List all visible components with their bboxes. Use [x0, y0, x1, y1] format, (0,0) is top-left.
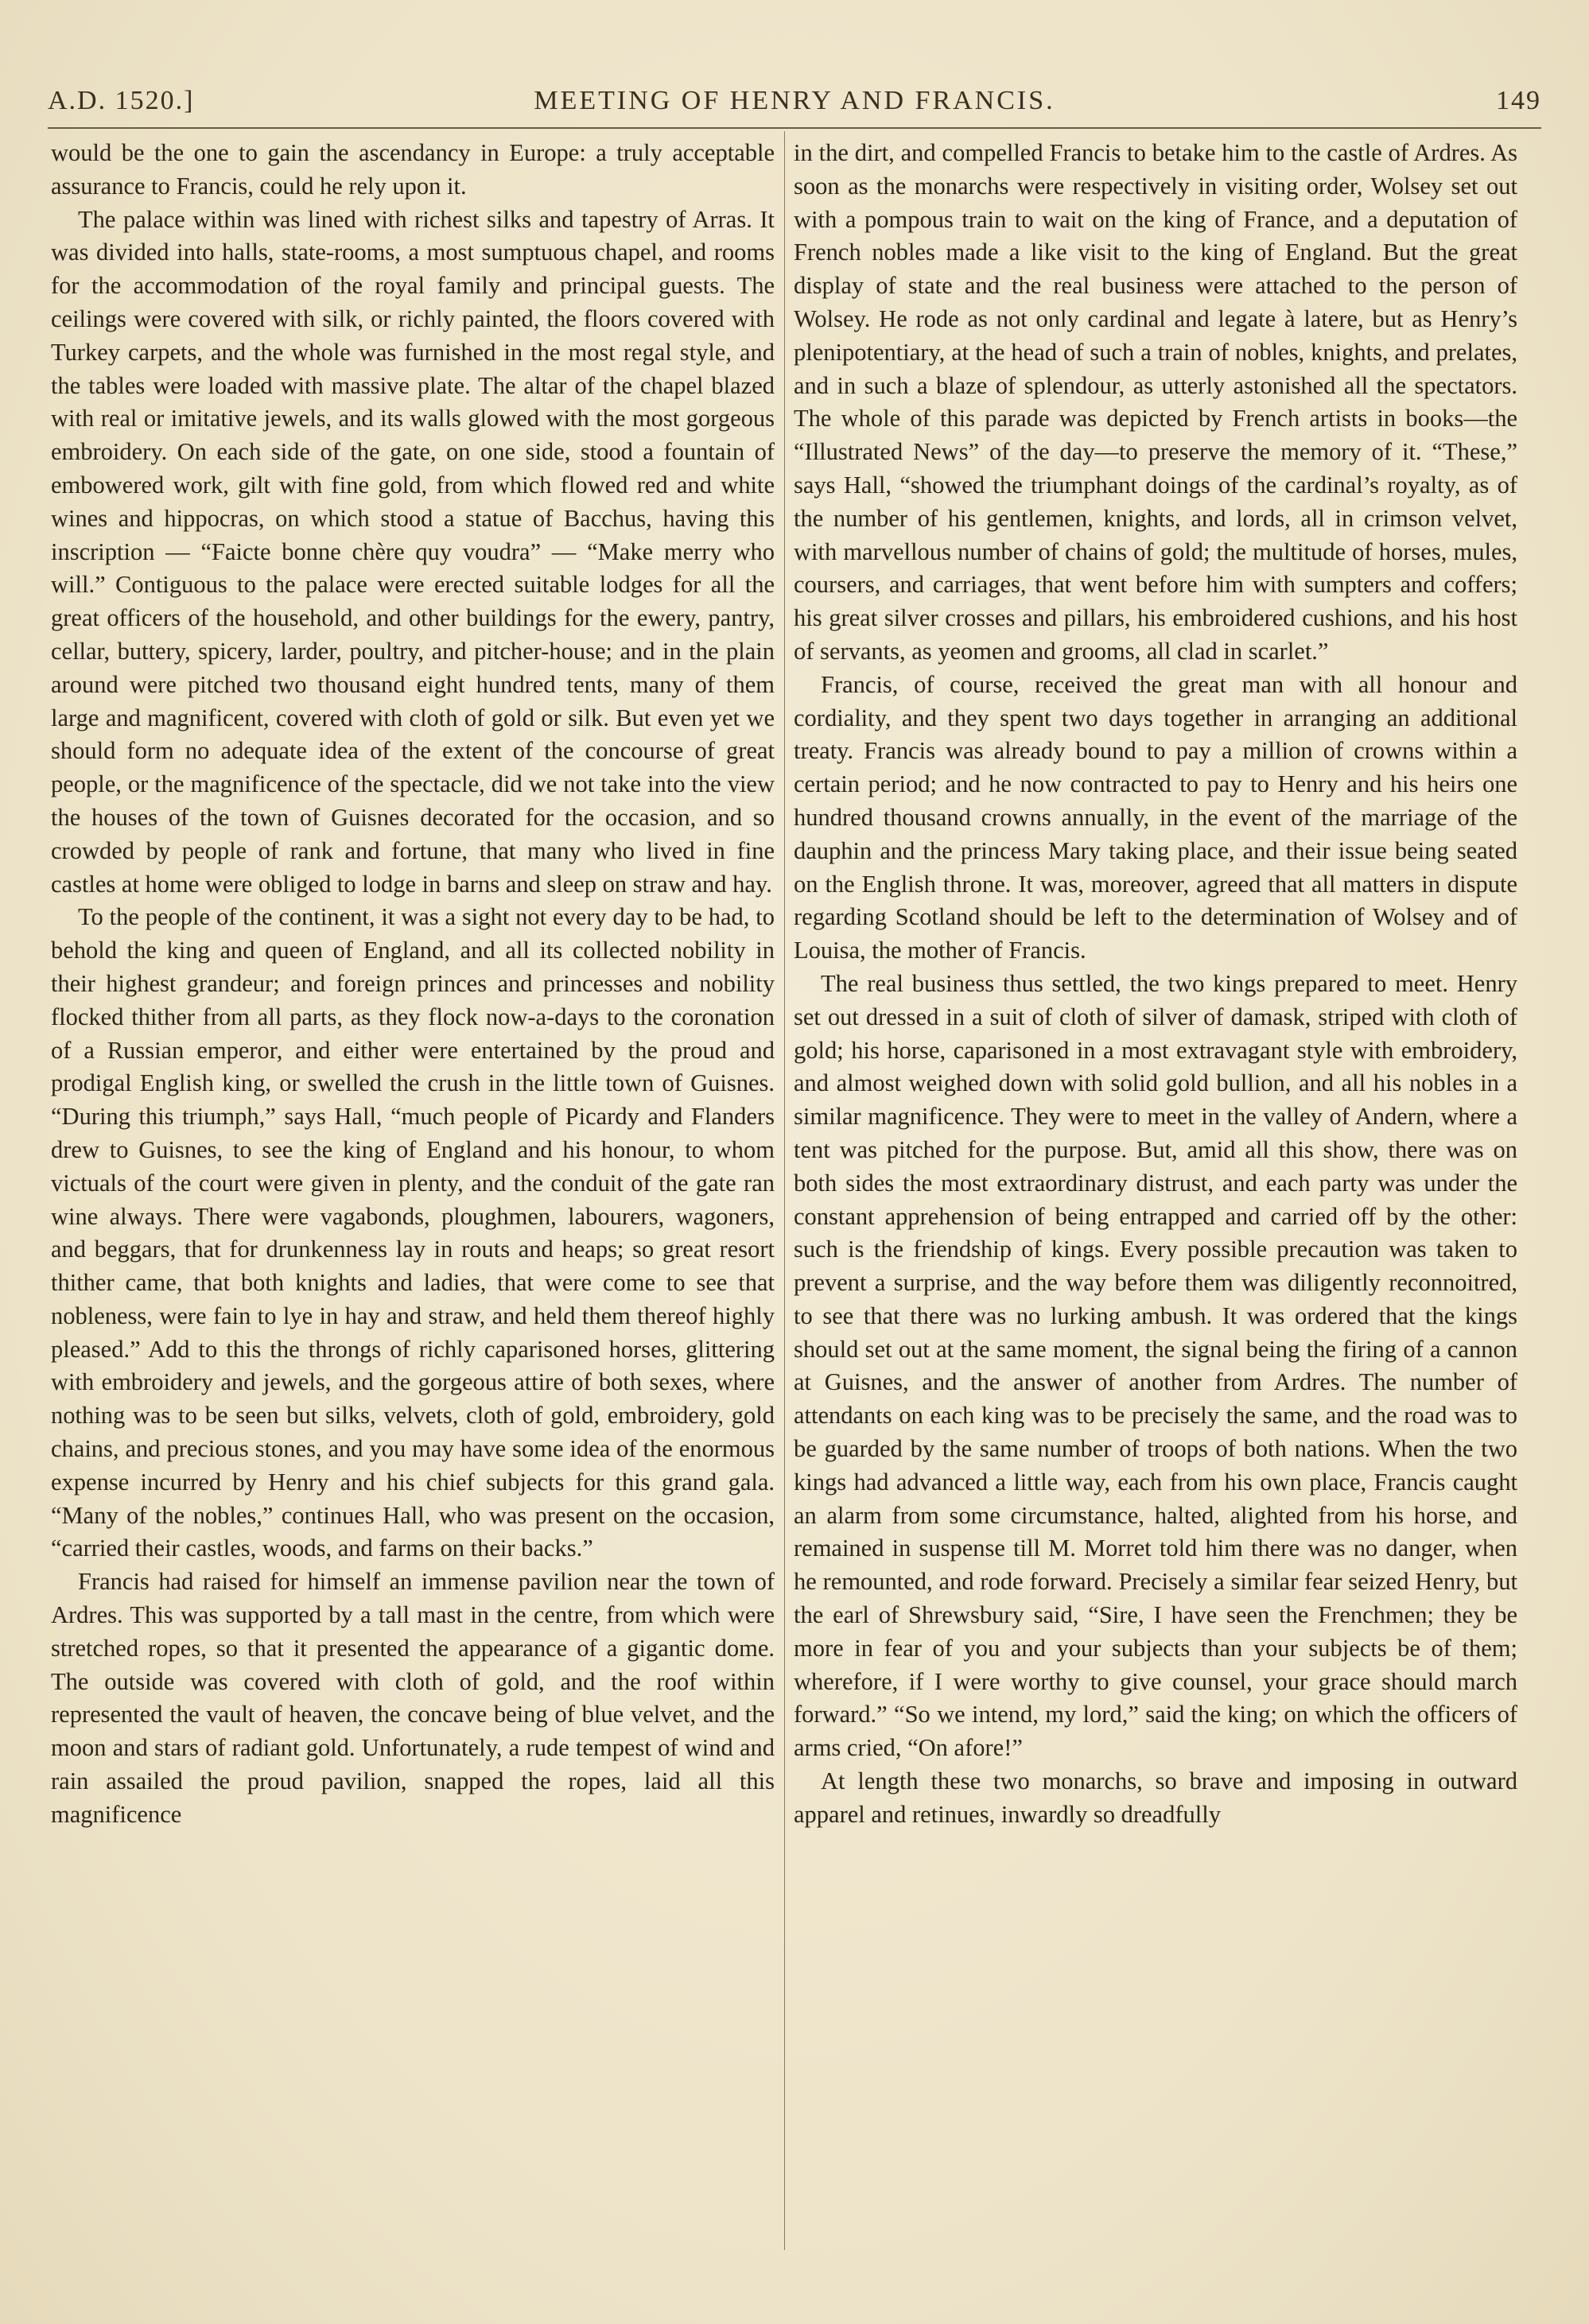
paragraph: in the dirt, and compelled Francis to betake him to the castle of Ardres. As soon as the monarchs were respectively in visiting order, Wolsey set out with a pompous train to wait on the king of France, and a deputation of French nobles made a like visit to the king of England. But the great display of state and the real business were attached to the person of Wolsey. He rode as not only cardinal and legate à latere, but as Henry’s plenipotentiary, at the head of such a train of nobles, knights, and prelates, and in such a blaze of splendour, as utterly astonished all the spectators. The whole of this parade was depicted by French artists in books—the “Illustrated News” of the day—to preserve the memory of it. “These,” says Hall, “showed the triumphant doings of the cardinal’s royalty, as of the number of his gentlemen, knights, and lords, all in crimson velvet, with marvellous number of chains of gold; the multitude of horses, mules, coursers, and carriages, that went before him with sumpters and coffers; his great silver crosses and pillars, his embroidered cushions, and his host of servants, as yeomen and grooms, all clad in scarlet.” [794, 139, 1517, 665]
paragraph: To the people of the continent, it was a sight not every day to be had, to behold the king and queen of England, and all its collected nobility in their highest grandeur; and foreign princes and princesses and nobility flocked thither from all parts, as they flock now-a-days to the coronation of a Russian emperor, and either were entertained by the proud and prodigal English king, or swelled the crush in the little town of Guisnes. “During this triumph,” says Hall, “much people of Picardy and Flanders drew to Guisnes, to see the king of England and his honour, to whom victuals of the court were given in plenty, and the conduit of the gate ran wine always. There were vagabonds, ploughmen, labourers, wagoners, and beggars, that for drunkenness lay in routs and heaps; so great resort thither came, that both knights and ladies, that were come to see that nobleness, were fain to lye in hay and straw, and held them thereof highly pleased.” Add to this the throngs of richly caparisoned horses, glittering with embroidery and jewels, and the gorgeous attire of both sexes, where nothing was to be seen but silks, velvets, cloth of gold, embroidery, gold chains, and precious stones, and you may have some idea of the enormous expense incurred by Henry and his chief subjects for this grand gala. “Many of the nobles,” continues Hall, who was present on the occasion, “carried their castles, woods, and farms on their backs.” [51, 903, 775, 1562]
paragraph: Francis, of course, received the great man with all honour and cordiality, and they spent two days together in arranging an additional treaty. Francis was already bound to pay a million of crowns within a certain period; and he now contracted to pay to Henry and his heirs one hundred thousand crowns annually, in the event of the marriage of the dauphin and the princess Mary taking place, and their issue being seated on the English throne. It was, moreover, agreed that all matters in dispute regarding Scotland should be left to the determination of Wolsey and of Louisa, the mother of Francis. [794, 670, 1517, 964]
paragraph: At length these two monarchs, so brave and imposing in outward apparel and retinues, inwardly so dreadfully [794, 1767, 1517, 1828]
paragraph: would be the one to gain the ascendancy in Europe: a truly acceptable assurance to Francis, could he rely upon it. [51, 139, 775, 200]
running-header [48, 80, 1541, 124]
paragraph: The real business thus settled, the two kings prepared to meet. Henry set out dressed in a suit of cloth of silver of damask, striped with cloth of gold; his horse, caparisoned in a most extravagant style with embroidery, and almost weighed down with solid gold bullion, and all his nobles in a similar magnificence. They were to meet in the valley of Andern, where a tent was pitched for the purpose. But, amid all this show, there was on both sides the most extraordinary distrust, and each party was under the constant apprehension of being entrapped and carried off by the other: such is the friendship of kings. Every possible precaution was taken to prevent a surprise, and the way before them was diligently reconnoitred, to see that there was no lurking ambush. It was ordered that the kings should set out at the same moment, the signal being the firing of a cannon at Guisnes, and the answer of another from Ardres. The number of attendants on each king was to be precisely the same, and the road was to be guarded by the same number of troops of both nations. When the two kings had advanced a little way, each from his own place, Francis caught an alarm from some circumstance, halted, alighted from his horse, and remained in suspense till M. Morret told him there was no danger, when he remounted, and rode forward. Precisely a similar fear seized Henry, but the earl of Shrewsbury said, “Sire, I have seen the Frenchmen; they be more in fear of you and your subjects than your subjects be of them; wherefore, if I were worthy to give counsel, your grace should march forward.” “So we intend, my lord,” said the king; on which the officers of arms cried, “On afore!” [794, 969, 1517, 1762]
paragraph: Francis had raised for himself an immense pavilion near the town of Ardres. This was supported by a tall mast in the centre, from which were stretched ropes, so that it presented the appearance of a gigantic dome. The outside was covered with cloth of gold, and the roof within represented the vault of heaven, the concave being of blue velvet, and the moon and stars of radiant gold. Unfortunately, a rude tempest of wind and rain assailed the proud pavilion, snapped the ropes, laid all this magnificence [51, 1568, 775, 1828]
left-column [51, 137, 775, 1832]
right-column [794, 137, 1517, 1832]
paragraph: The palace within was lined with richest silks and tapestry of Arras. It was divided into halls, state-rooms, a most sumptuous chapel, and rooms for the accommodation of the royal family and principal guests. The ceilings were covered with silk, or richly painted, the floors covered with Turkey carpets, and the whole was furnished in the most regal style, and the tables were loaded with massive plate. The altar of the chapel blazed with real or imitative jewels, and its walls glowed with the most gorgeous embroidery. On each side of the gate, on one side, stood a fountain of embowered work, gilt with fine gold, from which flowed red and white wines and hippocras, on which stood a statue of Bacchus, having this inscription — “Faicte bonne chère quy voudra” — “Make merry who will.” Contiguous to the palace were erected suitable lodges for all the great officers of the household, and other buildings for the ewery, pantry, cellar, buttery, spicery, larder, poultry, and pitcher-house; and in the plain around were pitched two thousand eight hundred tents, many of them large and magnificent, covered with cloth of gold or silk. But even yet we should form no adequate idea of the extent of the concourse of great people, or the magnificence of the spectacle, did we not take into the view the houses of the town of Guisnes decorated for the occasion, and so crowded by people of rank and fortune, that many who lived in fine castles at home were obliged to lodge in barns and sleep on straw and hay. [51, 205, 775, 898]
page-title: MEETING OF HENRY AND FRANCIS. [534, 86, 1055, 115]
header-rule [48, 127, 1541, 129]
page-number: 149 [1496, 86, 1541, 115]
header-date: A.D. 1520.] [48, 86, 195, 115]
column-divider [784, 131, 785, 2250]
